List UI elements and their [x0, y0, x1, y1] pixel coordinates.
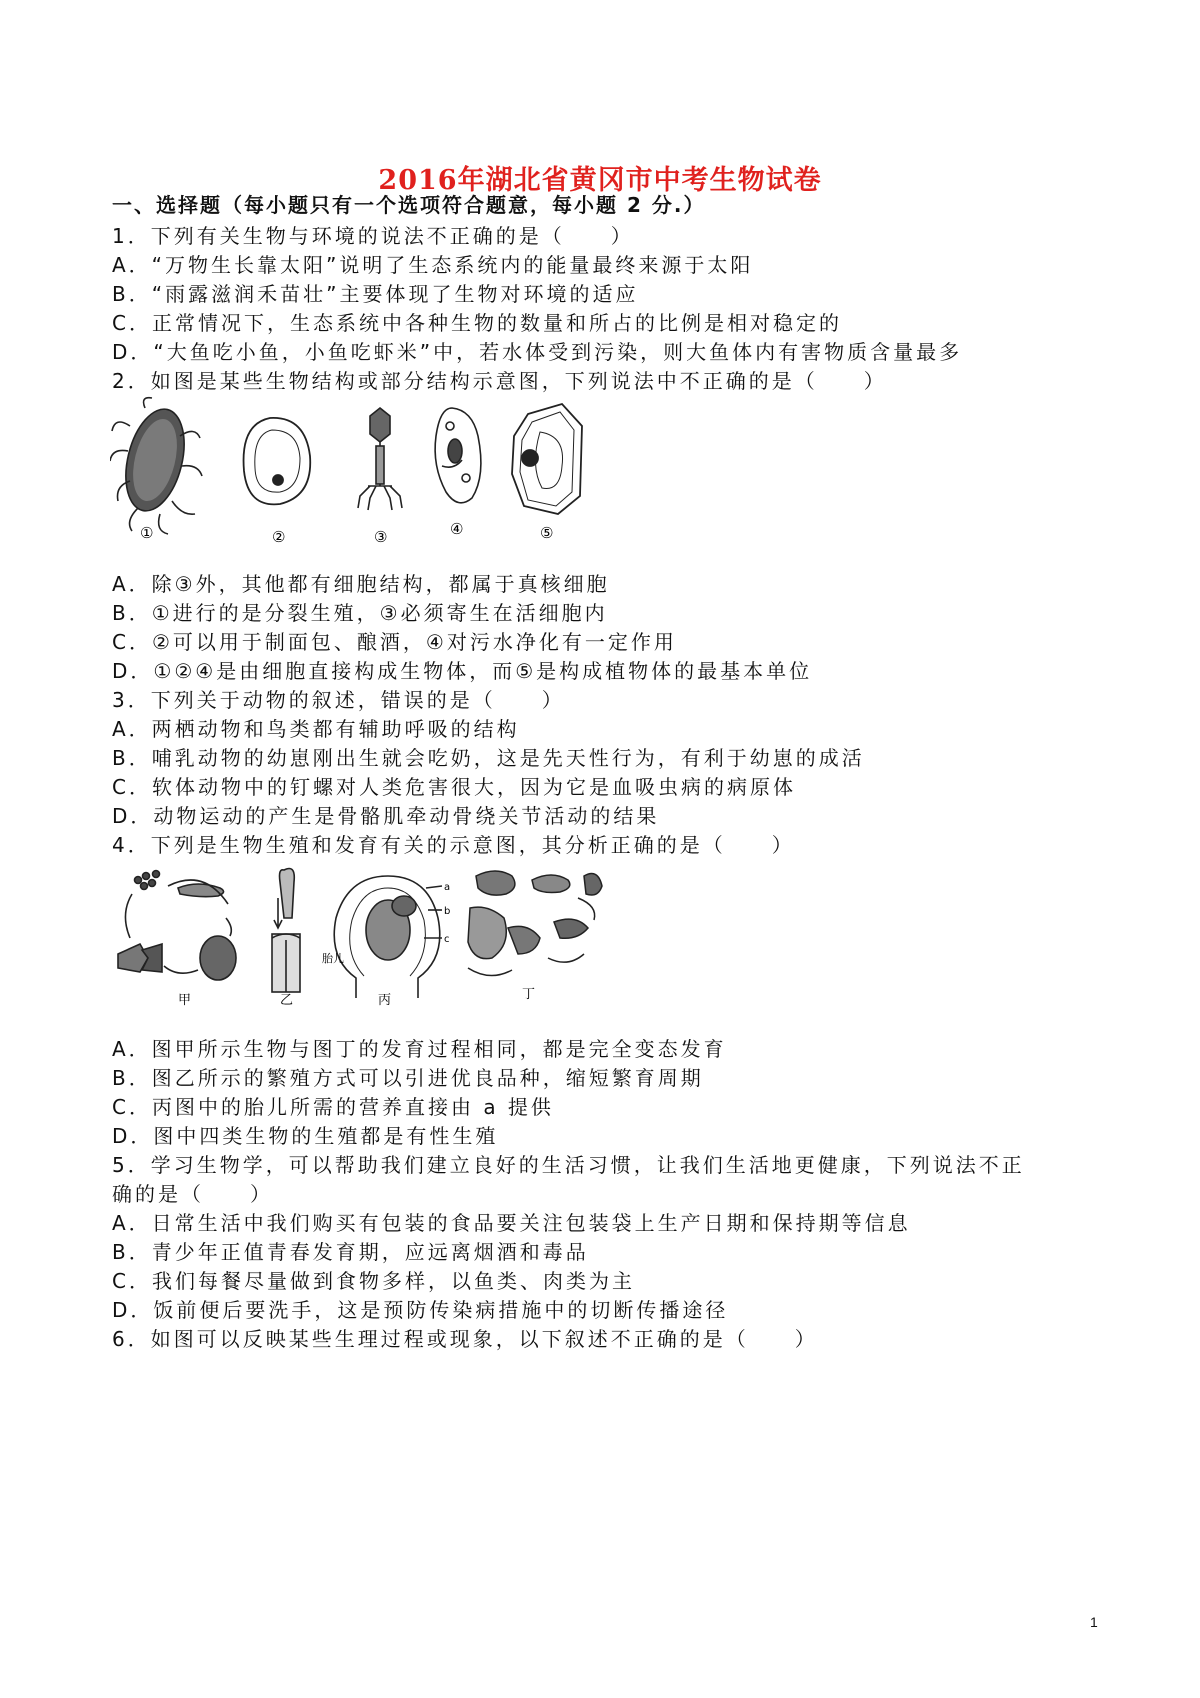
virus-drawing — [358, 408, 402, 510]
q2-option-c: C．②可以用于制面包、酿酒，④对污水净化有一定作用 — [112, 630, 677, 654]
page-title: 2016年湖北省黄冈市中考生物试卷 — [378, 165, 822, 196]
q4-option-a: A．图甲所示生物与图丁的发育过程相同，都是完全变态发育 — [112, 1037, 727, 1061]
frog-life-cycle-drawing — [468, 871, 602, 976]
q3-option-a: A．两栖动物和鸟类都有辅助呼吸的结构 — [112, 717, 520, 741]
q4-fig-label-fetus: 胎儿 — [322, 952, 344, 965]
q5-option-b: B．青少年正值青春发育期，应远离烟酒和毒品 — [112, 1240, 589, 1264]
yeast-cell-drawing — [244, 418, 311, 504]
q2-option-a: A．除③外，其他都有细胞结构，都属于真核细胞 — [112, 572, 610, 596]
q1-option-c: C．正常情况下，生态系统中各种生物的数量和所占的比例是相对稳定的 — [112, 311, 842, 335]
q5-stem-line1: 5．学习生物学，可以帮助我们建立良好的生活习惯，让我们生活地更健康，下列说法不正 — [112, 1153, 1025, 1177]
q6-stem: 6．如图可以反映某些生理过程或现象，以下叙述不正确的是（ ） — [112, 1327, 818, 1351]
q4-option-b: B．图乙所示的繁殖方式可以引进优良品种，缩短繁育周期 — [112, 1066, 704, 1090]
q2-label-4: ④ — [450, 520, 464, 538]
q5-option-c: C．我们每餐尽量做到食物多样，以鱼类、肉类为主 — [112, 1269, 635, 1293]
q3-option-b: B．哺乳动物的幼崽刚出生就会吃奶，这是先天性行为，有利于幼崽的成活 — [112, 746, 865, 770]
page-number: 1 — [1090, 1614, 1098, 1630]
q1-stem: 1．下列有关生物与环境的说法不正确的是（ ） — [112, 224, 634, 248]
q4-label-ding: 丁 — [522, 987, 536, 1002]
paramecium-drawing — [435, 408, 481, 503]
q2-figure — [110, 396, 590, 558]
q3-option-d: D．动物运动的产生是骨骼肌牵动骨绕关节活动的结果 — [112, 804, 660, 828]
q4-label-yi: 乙 — [280, 993, 294, 1008]
insect-life-cycle-drawing — [118, 871, 236, 981]
q5-option-a: A．日常生活中我们购买有包装的食品要关注包装袋上生产日期和保持期等信息 — [112, 1211, 911, 1235]
q5-stem-line2: 确的是（ ） — [112, 1182, 273, 1206]
q2-option-b: B．①进行的是分裂生殖，③必须寄生在活细胞内 — [112, 601, 608, 625]
q3-stem: 3．下列关于动物的叙述，错误的是（ ） — [112, 688, 565, 712]
q4-fig-label-a: a — [444, 882, 451, 893]
q2-stem: 2．如图是某些生物结构或部分结构示意图，下列说法中不正确的是（ ） — [112, 369, 887, 393]
q1-option-a: A．“万物生长靠太阳”说明了生态系统内的能量最终来源于太阳 — [112, 253, 754, 277]
q4-option-c: C．丙图中的胎儿所需的营养直接由 a 提供 — [112, 1095, 554, 1119]
bacterium-drawing — [110, 398, 202, 534]
grafting-drawing — [272, 869, 300, 993]
q4-figure — [108, 858, 668, 1010]
q2-label-5: ⑤ — [540, 524, 554, 542]
q2-label-2: ② — [272, 528, 286, 546]
q1-option-b: B．“雨露滋润禾苗壮”主要体现了生物对环境的适应 — [112, 282, 639, 306]
q1-option-d: D．“大鱼吃小鱼，小鱼吃虾米”中，若水体受到污染，则大鱼体内有害物质含量最多 — [112, 340, 963, 364]
q5-option-d: D．饭前便后要洗手，这是预防传染病措施中的切断传播途径 — [112, 1298, 729, 1322]
plant-cell-drawing — [512, 404, 582, 514]
q2-label-3: ③ — [374, 528, 388, 546]
section-heading: 一、选择题（每小题只有一个选项符合题意，每小题 2 分.） — [112, 193, 706, 217]
q4-fig-label-b: b — [444, 906, 451, 917]
q4-option-d: D．图中四类生物的生殖都是有性生殖 — [112, 1124, 499, 1148]
q4-stem: 4．下列是生物生殖和发育有关的示意图，其分析正确的是（ ） — [112, 833, 795, 857]
q2-label-1: ① — [140, 524, 154, 542]
q2-option-d: D．①②④是由细胞直接构成生物体，而⑤是构成植物体的最基本单位 — [112, 659, 813, 683]
q4-fig-label-c: c — [444, 934, 450, 945]
fetus-in-uterus-drawing — [334, 876, 442, 998]
q4-label-jia: 甲 — [178, 993, 192, 1008]
q4-label-bing: 丙 — [378, 993, 392, 1008]
q3-option-c: C．软体动物中的钉螺对人类危害很大，因为它是血吸虫病的病原体 — [112, 775, 796, 799]
